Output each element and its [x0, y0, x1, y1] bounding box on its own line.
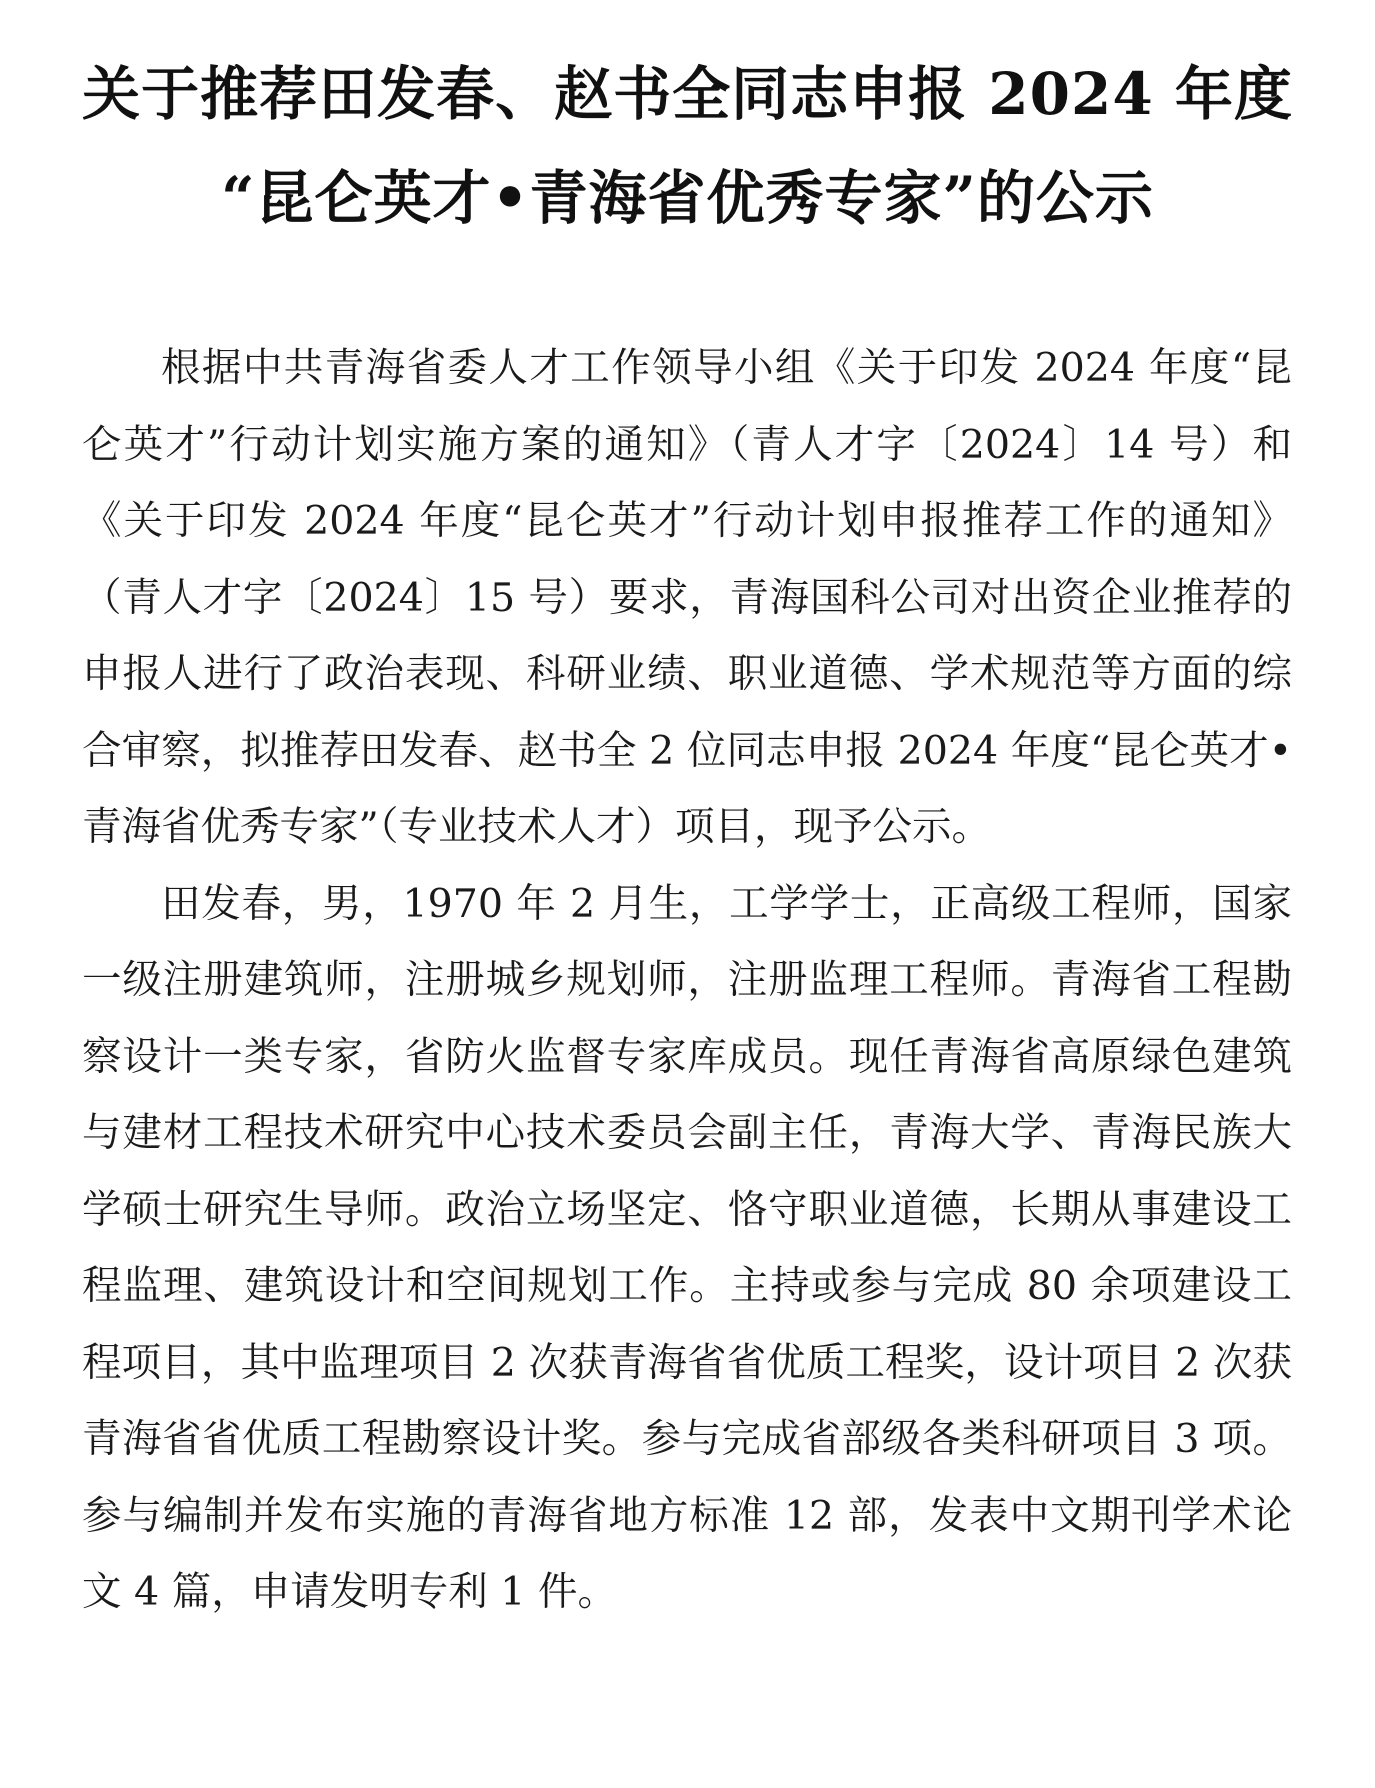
document-title-line-1: 关于推荐田发春、赵书全同志申报 2024 年度: [82, 60, 1293, 128]
paragraph-intro: 根据中共青海省委人才工作领导小组《关于印发 2024 年度“昆仑英才”行动计划实施方案的通知》（青人才字〔2024〕14 号）和《关于印发 2024 年度“昆仑英才”行动计划申报推荐工作的通知》（青人才字〔2024〕15 号）要求，青海国科公司对出资企业推荐的申报人进行了政治表现、科研业绩、职业道德、学术规范等方面的综合审察，拟推荐田发春、赵书全 2 位同志申报 2024 年度“昆仑英才•青海省优秀专家”（专业技术人才）项目，现予公示。: [82, 345, 1292, 850]
document-title-line-2: “昆仑英才•青海省优秀专家”的公示: [221, 164, 1154, 232]
document-body: [82, 330, 1292, 1631]
paragraph-candidate-tian-fachun: 田发春，男，1970 年 2 月生，工学学士，正高级工程师，国家一级注册建筑师，注册城乡规划师，注册监理工程师。青海省工程勘察设计一类专家，省防火监督专家库成员。现任青海省高原绿色建筑与建材工程技术研究中心技术委员会副主任，青海大学、青海民族大学硕士研究生导师。政治立场坚定、恪守职业道德，长期从事建设工程监理、建筑设计和空间规划工作。主持或参与完成 80 余项建设工程项目，其中监理项目 2 次获青海省省优质工程奖，设计项目 2 次获青海省省优质工程勘察设计奖。参与完成省部级各类科研项目 3 项。参与编制并发布实施的青海省地方标准 12 部，发表中文期刊学术论文 4 篇，申请发明专利 1 件。: [82, 880, 1292, 1615]
